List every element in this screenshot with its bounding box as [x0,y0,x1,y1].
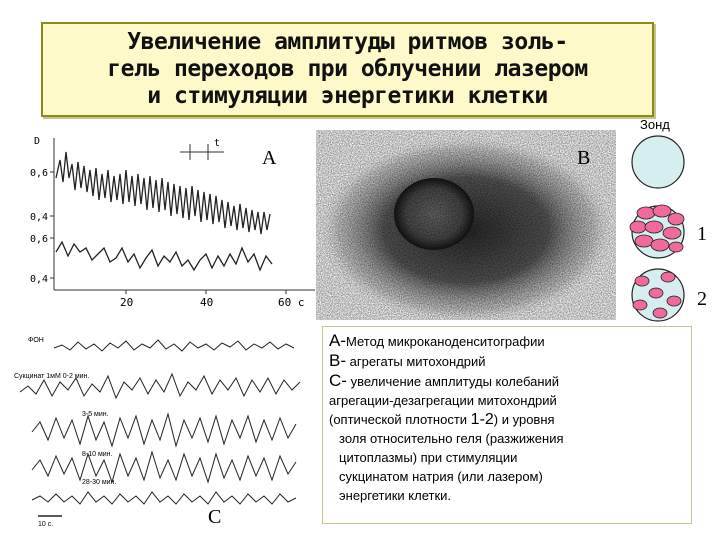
probe-label: Зонд [640,117,670,132]
desc-line-9: энергетики клетки. [339,488,452,503]
figure-c-traces [10,320,310,530]
desc-c-key: С- [329,371,347,390]
desc-c [329,371,685,391]
trace-8-10 [32,452,296,482]
x-tick: 20 [120,296,134,309]
desc-a-text: Метод микроканоденситографии [346,334,545,349]
desc-line-6: золя относительно геля (разжижения [339,431,564,446]
upper-trace [56,152,270,234]
t-marker: t [214,138,221,149]
title-box [41,22,654,117]
title-line-3: и стимуляции энергетики клетки [147,83,548,109]
figure-b-photo [316,130,616,320]
desc-line-8: сукцинатом натрия (или лазером) [339,469,543,484]
desc-line-5a: (оптической плотности [329,412,471,427]
desc-b [329,351,685,371]
title-line-1: Увеличение амплитуды ритмов золь- [127,29,568,55]
trace-label: 8-10 мин. [82,451,113,458]
desc-line-5b: 1-2 [470,411,494,428]
trace-3-5 [32,414,296,446]
trace-label: Сукцинат 1мМ 0-2 мин. [14,373,90,380]
desc-b-key: В- [329,351,346,370]
title-line-2: гель переходов при облучении лазером [107,56,588,82]
scale-label: 10 с. [38,521,54,528]
lower-trace [56,242,272,270]
slide-title [107,29,588,110]
y-tick: 0,6 [30,168,49,179]
desc-a-key: А- [329,331,346,350]
probe-item-1-label: 1 [697,223,707,245]
desc-a [329,331,685,351]
x-tick: 60 с [278,296,305,309]
trace-label: 3-5 мин. [82,411,109,418]
trace-label: 28-30 мин. [82,479,117,486]
desc-b-text: агрегаты митохондрий [346,354,486,369]
trace-background [54,340,294,351]
y-axis-label: D [34,136,41,147]
figure-c-label: C [208,506,222,528]
y-tick: 0,6 [30,234,49,245]
y-tick: 0,4 [30,212,49,223]
desc-c-text: увеличение амплитуды колебаний [346,374,560,389]
probe-item-2-label: 2 [697,288,707,310]
trace-28-30 [32,492,296,504]
figure-b-label: B [577,147,591,169]
trace-label: ФОН [28,337,44,344]
probe-circle [632,136,684,188]
y-tick: 0,4 [30,274,49,285]
x-tick: 40 [200,296,214,309]
figure-a-graph [30,130,320,320]
desc-line-5c: ) и уровня [493,412,555,427]
description-box [322,326,692,524]
desc-line-7: цитоплазмы) при стимуляции [339,450,518,465]
desc-line-5 [329,410,685,429]
desc-line-4: агрегации-дезагрегации митохондрий [329,393,557,408]
figure-a-label: A [262,147,277,169]
